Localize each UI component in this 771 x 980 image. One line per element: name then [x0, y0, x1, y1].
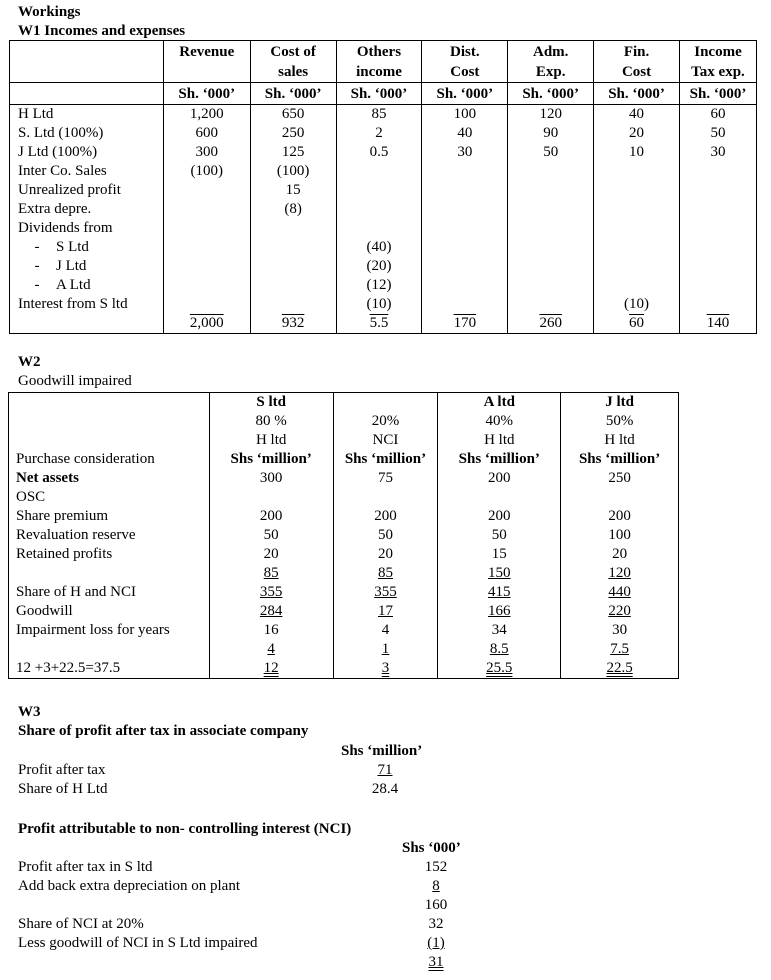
w1-row	[10, 219, 757, 238]
w1-cell	[508, 276, 594, 295]
w1-row	[10, 181, 757, 200]
w1-row	[10, 295, 757, 314]
w1-cell: (100)	[250, 162, 336, 181]
w2-row	[9, 602, 679, 621]
w2-head-row-2	[9, 412, 679, 431]
w2-purchase-label: Purchase consideration	[9, 450, 210, 469]
w2-col-holder: H ltd	[561, 431, 679, 450]
w2-cell: 25.5	[438, 659, 561, 679]
w1-cell: 650	[250, 105, 336, 125]
w2-cell: 166	[438, 602, 561, 621]
w1-col-head: Revenue	[163, 41, 250, 83]
w2-cell: 20	[209, 545, 333, 564]
w2-col-pct: 40%	[438, 412, 561, 431]
w1-row-label: - A Ltd	[10, 276, 164, 295]
w1-cell: 60	[679, 105, 756, 125]
w1-cell	[679, 257, 756, 276]
w2-row	[9, 621, 679, 640]
w1-cell	[163, 181, 250, 200]
w1-cell	[679, 276, 756, 295]
w2-row	[9, 507, 679, 526]
w1-row	[10, 200, 757, 219]
w2-row	[9, 488, 679, 507]
w1-cell: 30	[422, 143, 508, 162]
w1-unit: Sh. ‘000’	[508, 83, 594, 105]
w1-cell	[508, 295, 594, 314]
w1-row-label: Extra depre.	[10, 200, 164, 219]
w1-unit: Sh. ‘000’	[594, 83, 680, 105]
w3-row-label: Share of H Ltd	[18, 781, 108, 797]
w1-cell	[508, 219, 594, 238]
w1-col-head: Fin. Cost	[594, 41, 680, 83]
w1-cell	[163, 219, 250, 238]
w1-cell	[594, 200, 680, 219]
w2-cell: 284	[209, 602, 333, 621]
w1-cell	[422, 295, 508, 314]
w2-row-label	[9, 564, 210, 583]
w1-cell	[422, 181, 508, 200]
w1-income-expense-table	[9, 40, 757, 334]
w1-cell	[250, 238, 336, 257]
w2-row-label: Goodwill	[9, 602, 210, 621]
nci-row-label: Less goodwill of NCI in S Ltd impaired	[18, 935, 258, 951]
w2-col-pct: 80 %	[209, 412, 333, 431]
w1-col-head: Others income	[336, 41, 422, 83]
w2-cell: 3	[333, 659, 438, 679]
w2-cell: 50	[209, 526, 333, 545]
w2-subtitle: Goodwill impaired	[18, 373, 132, 389]
w1-row	[10, 257, 757, 276]
w1-cell	[594, 162, 680, 181]
w2-head-row-3	[9, 431, 679, 450]
w2-cell	[561, 488, 679, 507]
w1-cell	[508, 257, 594, 276]
w1-row-label: Inter Co. Sales	[10, 162, 164, 181]
w1-cell: (100)	[163, 162, 250, 181]
w1-cell	[679, 200, 756, 219]
w2-col-unit: Shs ‘million’	[561, 450, 679, 469]
w1-title: W1 Incomes and expenses	[18, 23, 186, 39]
w1-total: 170	[453, 315, 477, 331]
nci-row-value: (1)	[427, 935, 445, 951]
w2-row-label: Share premium	[9, 507, 210, 526]
w2-row	[9, 545, 679, 564]
w1-cell	[508, 181, 594, 200]
w1-unit: Sh. ‘000’	[163, 83, 250, 105]
w2-row-label: 12 +3+22.5=37.5	[9, 659, 210, 679]
w1-unit-row	[10, 83, 757, 105]
w2-col-holder: H ltd	[209, 431, 333, 450]
w1-cell: 30	[679, 143, 756, 162]
w2-cell: 355	[209, 583, 333, 602]
w2-cell: 300	[209, 469, 333, 488]
w2-head-row-1	[9, 393, 679, 413]
w1-col-head: Cost of sales	[250, 41, 336, 83]
w1-cell	[250, 295, 336, 314]
w2-cell: 220	[561, 602, 679, 621]
w2-row-label: Retained profits	[9, 545, 210, 564]
dash-bullet: -	[34, 239, 40, 255]
w1-row	[10, 162, 757, 181]
w1-cell	[594, 181, 680, 200]
w1-cell	[679, 181, 756, 200]
w1-cell	[336, 219, 422, 238]
w1-unit: Sh. ‘000’	[336, 83, 422, 105]
w1-unit: Sh. ‘000’	[250, 83, 336, 105]
w1-totals-row	[10, 314, 757, 334]
w1-cell	[163, 295, 250, 314]
nci-row-value: 8	[432, 878, 440, 894]
w1-cell	[250, 257, 336, 276]
w2-cell: 30	[561, 621, 679, 640]
w2-cell: 50	[438, 526, 561, 545]
w3-row-label: Profit after tax	[18, 762, 106, 778]
w1-cell: 10	[594, 143, 680, 162]
w2-col-unit: Shs ‘million’	[333, 450, 438, 469]
w1-total: 260	[539, 315, 562, 331]
w2-cell: 415	[438, 583, 561, 602]
w1-col-head: Dist. Cost	[422, 41, 508, 83]
w2-cell: 150	[438, 564, 561, 583]
w2-cell: 4	[333, 621, 438, 640]
w1-row	[10, 238, 757, 257]
nci-heading: Profit attributable to non- controlling interest (NCI)	[18, 821, 352, 837]
w1-total: 60	[629, 315, 645, 331]
w1-row	[10, 143, 757, 162]
w1-cell: (10)	[336, 295, 422, 314]
w1-total: 2,000	[189, 315, 224, 331]
w2-cell: 50	[333, 526, 438, 545]
w2-row	[9, 583, 679, 602]
w2-col-head: J ltd	[561, 393, 679, 413]
w2-col-holder: H ltd	[438, 431, 561, 450]
w1-row-label: Dividends from	[10, 219, 164, 238]
w1-total: 140	[706, 315, 730, 331]
w3-row-value: 28.4	[371, 781, 399, 797]
w2-cell: 200	[333, 507, 438, 526]
w1-row	[10, 124, 757, 143]
w2-row-label: Net assets	[9, 469, 210, 488]
w3-unit: Shs ‘million’	[341, 743, 423, 759]
w1-cell: 85	[336, 105, 422, 125]
w1-cell	[422, 162, 508, 181]
w2-cell: 75	[333, 469, 438, 488]
w1-cell	[422, 238, 508, 257]
w3-row-value: 71	[377, 762, 393, 778]
w2-row	[9, 640, 679, 659]
w1-cell	[336, 200, 422, 219]
w2-col-unit: Shs ‘million’	[438, 450, 561, 469]
w2-cell: 7.5	[561, 640, 679, 659]
w2-cell: 4	[209, 640, 333, 659]
w1-row-label: H Ltd	[10, 105, 164, 125]
w2-row	[9, 564, 679, 583]
w2-cell: 17	[333, 602, 438, 621]
w1-row-label: Unrealized profit	[10, 181, 164, 200]
w1-cell: 125	[250, 143, 336, 162]
w2-col-unit: Shs ‘million’	[209, 450, 333, 469]
w1-row	[10, 276, 757, 295]
w2-cell: 440	[561, 583, 679, 602]
w1-cell: 50	[508, 143, 594, 162]
w1-cell	[508, 200, 594, 219]
w1-cell	[250, 219, 336, 238]
workings-title: Workings	[18, 4, 81, 20]
w1-cell	[163, 257, 250, 276]
w2-cell: 355	[333, 583, 438, 602]
w2-cell: 200	[209, 507, 333, 526]
w1-row-label: Interest from S ltd	[10, 295, 164, 314]
w2-cell: 1	[333, 640, 438, 659]
w1-header-row	[10, 41, 757, 83]
w1-total: 932	[281, 315, 305, 331]
w2-row	[9, 526, 679, 545]
w1-cell: 100	[422, 105, 508, 125]
w1-cell: 600	[163, 124, 250, 143]
w2-row-label: Revaluation reserve	[9, 526, 210, 545]
w2-cell: 12	[209, 659, 333, 679]
w2-cell: 250	[561, 469, 679, 488]
w1-cell: (8)	[250, 200, 336, 219]
w1-cell: 90	[508, 124, 594, 143]
w1-unit: Sh. ‘000’	[422, 83, 508, 105]
w1-row-label: J Ltd (100%)	[10, 143, 164, 162]
w1-cell	[422, 219, 508, 238]
w1-total: 5.5	[369, 315, 389, 331]
w2-col-head: A ltd	[438, 393, 561, 413]
w1-cell	[163, 276, 250, 295]
w1-cell: 1,200	[163, 105, 250, 125]
w1-cell	[508, 238, 594, 257]
w2-cell: 120	[561, 564, 679, 583]
w1-cell: (10)	[594, 295, 680, 314]
w1-cell	[422, 257, 508, 276]
w2-cell: 20	[561, 545, 679, 564]
w1-cell	[508, 162, 594, 181]
w2-row	[9, 469, 679, 488]
w1-cell	[679, 219, 756, 238]
w1-row-label: - S Ltd	[10, 238, 164, 257]
nci-unit: Shs ‘000’	[402, 840, 461, 856]
w1-cell	[594, 257, 680, 276]
w1-cell: 40	[594, 105, 680, 125]
nci-row-value: 160	[424, 897, 448, 913]
w2-row-label: Impairment loss for years	[9, 621, 210, 640]
w2-col-head: S ltd	[209, 393, 333, 413]
w1-row-label: S. Ltd (100%)	[10, 124, 164, 143]
w1-cell	[679, 162, 756, 181]
w1-cell: 2	[336, 124, 422, 143]
nci-row-label: Add back extra depreciation on plant	[18, 878, 240, 894]
w2-cell: 34	[438, 621, 561, 640]
nci-row-value: 152	[424, 859, 448, 875]
w2-cell: 15	[438, 545, 561, 564]
w2-cell: 16	[209, 621, 333, 640]
w2-cell: 8.5	[438, 640, 561, 659]
w1-cell: 120	[508, 105, 594, 125]
w1-cell: 250	[250, 124, 336, 143]
w2-cell: 22.5	[561, 659, 679, 679]
w1-cell: 40	[422, 124, 508, 143]
w1-cell	[679, 295, 756, 314]
w1-cell	[422, 276, 508, 295]
w2-cell: 20	[333, 545, 438, 564]
w2-head-row-4	[9, 450, 679, 469]
w2-col-holder: NCI	[333, 431, 438, 450]
w1-cell	[336, 181, 422, 200]
w3-heading: Share of profit after tax in associate company	[18, 723, 309, 739]
w1-cell	[594, 219, 680, 238]
w2-cell: 85	[209, 564, 333, 583]
w1-row	[10, 105, 757, 125]
dash-bullet: -	[34, 277, 40, 293]
w2-col-pct: 20%	[333, 412, 438, 431]
w1-cell: (12)	[336, 276, 422, 295]
w2-col-head	[333, 393, 438, 413]
w2-cell: 200	[438, 469, 561, 488]
w1-cell: (40)	[336, 238, 422, 257]
w2-cell	[209, 488, 333, 507]
w1-cell: (20)	[336, 257, 422, 276]
w2-cell: 100	[561, 526, 679, 545]
w1-col-head: Adm. Exp.	[508, 41, 594, 83]
w2-goodwill-table	[8, 392, 679, 679]
w1-cell	[422, 200, 508, 219]
w2-cell	[333, 488, 438, 507]
w1-cell	[163, 200, 250, 219]
w1-cell: 300	[163, 143, 250, 162]
w2-row-label: OSC	[9, 488, 210, 507]
w1-cell	[250, 276, 336, 295]
w1-row-label: - J Ltd	[10, 257, 164, 276]
w3-title: W3	[18, 704, 41, 720]
w1-cell: 50	[679, 124, 756, 143]
w1-cell: 20	[594, 124, 680, 143]
w2-title: W2	[18, 354, 41, 370]
w2-cell: 200	[438, 507, 561, 526]
nci-row-label: Profit after tax in S ltd	[18, 859, 153, 875]
nci-row-value: 31	[428, 954, 444, 970]
w2-cell: 200	[561, 507, 679, 526]
dash-bullet: -	[34, 258, 40, 274]
w2-row-label: Share of H and NCI	[9, 583, 210, 602]
w2-cell: 85	[333, 564, 438, 583]
w1-unit: Sh. ‘000’	[679, 83, 756, 105]
w2-row	[9, 659, 679, 679]
w1-col-head: Income Tax exp.	[679, 41, 756, 83]
w1-cell	[594, 276, 680, 295]
w1-cell: 0.5	[336, 143, 422, 162]
w1-cell	[336, 162, 422, 181]
w1-cell	[594, 238, 680, 257]
w2-cell	[438, 488, 561, 507]
w1-cell	[163, 238, 250, 257]
w2-col-pct: 50%	[561, 412, 679, 431]
w1-cell: 15	[250, 181, 336, 200]
w1-cell	[679, 238, 756, 257]
nci-row-value: 32	[428, 916, 444, 932]
w2-row-label	[9, 640, 210, 659]
nci-row-label: Share of NCI at 20%	[18, 916, 144, 932]
